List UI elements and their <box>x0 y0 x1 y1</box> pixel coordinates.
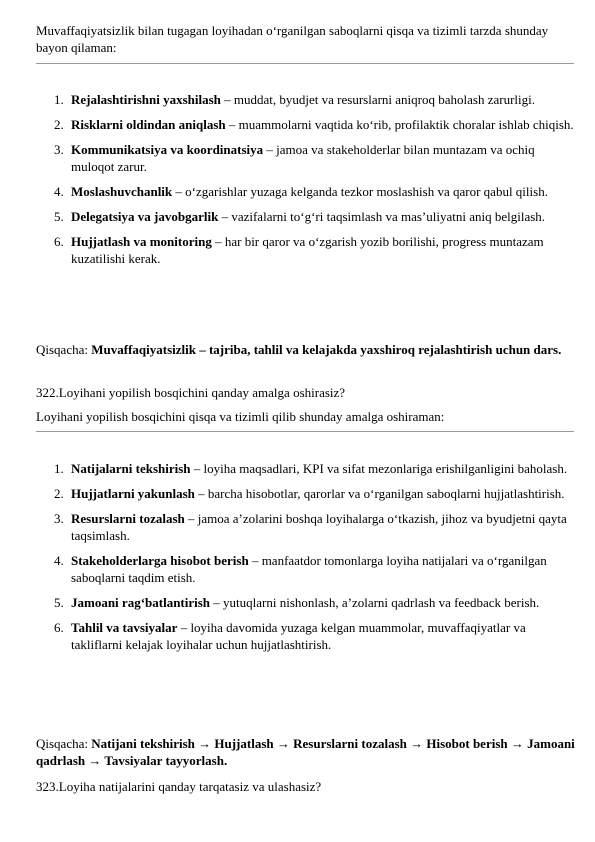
item-text: – loyiha davomida yuzaga kelgan muammolar, muvaffaqiyatlar va takliflarni kelajak loyihalar uchun hujjatlashtirish. <box>71 620 526 652</box>
list-item <box>36 233 576 267</box>
item-number: 6. <box>54 234 64 249</box>
list-item <box>36 594 576 611</box>
item-number: 1. <box>54 461 64 476</box>
item-number: 3. <box>54 511 64 526</box>
item-term: Risklarni oldindan aniqlash <box>71 117 226 132</box>
item-term: Delegatsiya va javobgarlik <box>71 209 219 224</box>
lessons-list <box>36 91 576 275</box>
item-term: Hujjatlarni yakunlash <box>71 486 195 501</box>
list-item <box>36 485 576 502</box>
item-text: – barcha hisobotlar, qarorlar va o‘rganilgan saboqlarni hujjatlashtirish. <box>194 486 565 501</box>
item-text: – o‘zgarishlar yuzaga kelganda tezkor moslashish va qaror qabul qilish. <box>172 184 548 199</box>
item-text: – manfaatdor tomonlarga loyiha natijalari va o‘rganilgan saboqlarni taqdim etish. <box>71 553 547 585</box>
summary-text: Natijani tekshirish → Hujjatlash → Resurslarni tozalash → Hisobot berish → Jamoani qadrlash → Tavsiyalar tayyorlash. <box>36 736 575 768</box>
divider-1 <box>36 63 574 64</box>
item-term: Hujjatlash va monitoring <box>71 234 212 249</box>
item-term: Jamoani rag‘batlantirish <box>71 595 211 610</box>
list-item <box>36 141 576 175</box>
item-text: – jamoa a’zolarini boshqa loyihalarga o‘tkazish, jihoz va byudjetni qayta taqsimlash. <box>71 511 567 543</box>
item-number: 6. <box>54 620 64 635</box>
list-item <box>36 460 576 477</box>
item-term: Stakeholderlarga hisobot berish <box>71 553 249 568</box>
item-number: 2. <box>54 486 64 501</box>
summary-1 <box>36 341 576 358</box>
summary-2 <box>36 735 576 769</box>
item-text: – vazifalarni to‘g‘ri taqsimlash va mas’uliyatni aniq belgilash. <box>218 209 546 224</box>
item-text: – loyiha maqsadlari, KPI va sifat mezonlariga erishilganligini baholash. <box>190 461 568 476</box>
item-number: 1. <box>54 92 64 107</box>
item-term: Tahlil va tavsiyalar <box>71 620 178 635</box>
item-term: Natijalarni tekshirish <box>71 461 191 476</box>
question-322: 322.Loyihani yopilish bosqichini qanday amalga oshirasiz? <box>36 385 346 400</box>
item-number: 5. <box>54 595 64 610</box>
item-term: Resurslarni tozalash <box>71 511 185 526</box>
list-item <box>36 116 576 133</box>
item-text: – jamoa va stakeholderlar bilan muntazam va ochiq muloqot zarur. <box>71 142 535 174</box>
summary-label: Qisqacha: <box>36 736 92 751</box>
summary-label: Qisqacha: <box>36 342 92 357</box>
item-number: 5. <box>54 209 64 224</box>
list-item <box>36 183 576 200</box>
item-term: Kommunikatsiya va koordinatsiya <box>71 142 264 157</box>
list-item <box>36 510 576 544</box>
item-text: – muddat, byudjet va resurslarni aniqroq baholash zarurligi. <box>220 92 535 107</box>
intro-paragraph-2: Loyihani yopilish bosqichini qisqa va tizimli qilib shunday amalga oshiraman: <box>36 409 445 424</box>
item-text: – har bir qaror va o‘zgarish yozib borilishi, progress muntazam kuzatilishi kerak. <box>71 234 544 266</box>
item-text: – muammolarni vaqtida ko‘rib, profilaktik choralar ishlab chiqish. <box>225 117 574 132</box>
question-323: 323.Loyiha natijalarini qanday tarqatasiz va ulashasiz? <box>36 779 322 794</box>
list-item <box>36 91 576 108</box>
summary-text: Muvaffaqiyatsizlik – tajriba, tahlil va kelajakda yaxshiroq rejalashtirish uchun dars. <box>91 342 562 357</box>
closing-steps-list <box>36 460 576 661</box>
list-item <box>36 619 576 653</box>
item-number: 4. <box>54 553 64 568</box>
item-term: Rejalashtirishni yaxshilash <box>71 92 221 107</box>
item-term: Moslashuvchanlik <box>71 184 173 199</box>
item-number: 4. <box>54 184 64 199</box>
intro-paragraph: Muvaffaqiyatsizlik bilan tugagan loyihadan o‘rganilgan saboqlarni qisqa va tizimli tarzda shunday bayon qilaman: <box>36 23 549 55</box>
item-number: 2. <box>54 117 64 132</box>
list-item <box>36 552 576 586</box>
list-item <box>36 208 576 225</box>
item-text: – yutuqlarni nishonlash, a’zolarni qadrlash va feedback berish. <box>210 595 540 610</box>
divider-2 <box>36 431 574 432</box>
item-number: 3. <box>54 142 64 157</box>
